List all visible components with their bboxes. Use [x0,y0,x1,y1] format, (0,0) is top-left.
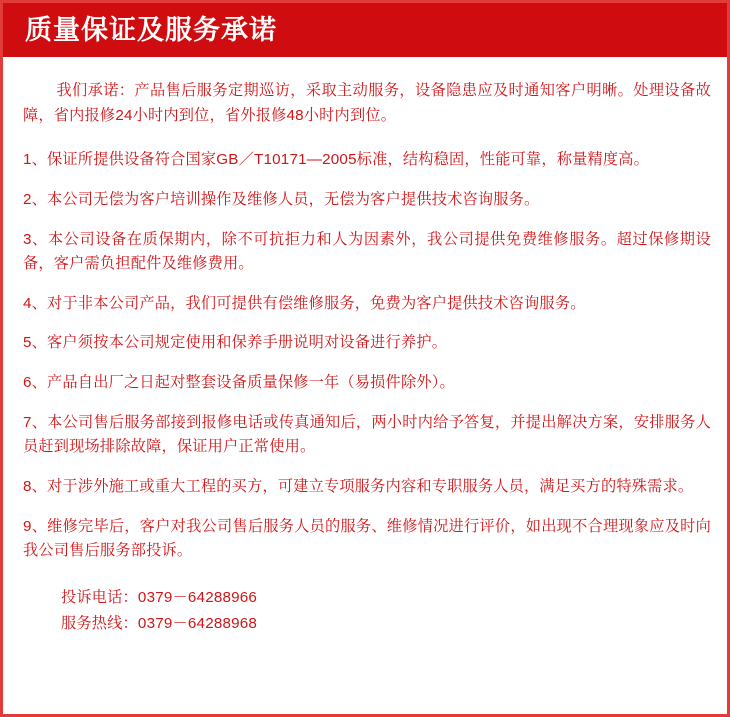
commitment-item-7: 7、本公司售后服务部接到报修电话或传真通知后，两小时内给予答复，并提出解决方案，安排服务人员赶到现场排除故障，保证用户正常使用。 [23,413,711,456]
commitment-item-9: 9、维修完毕后，客户对我公司售后服务人员的服务、维修情况进行评价，如出现不合理现象应及时向我公司售后服务部投诉。 [23,517,711,560]
commitment-item-6: 6、产品自出厂之日起对整套设备质量保修一年（易损件除外）。 [23,374,455,391]
commitment-item-5: 5、客户须按本公司规定使用和保养手册说明对设备进行养护。 [23,334,448,352]
commitment-item-2: 2、本公司无偿为客户培训操作及维修人员，无偿为客户提供技术咨询服务。 [23,190,540,208]
commitment-item-1: 1、保证所提供设备符合国家GB／T10171—2005标准，结构稳固，性能可靠，称量精度高。 [23,151,650,169]
complaint-phone-line: 投诉电话：0379－64288966 [61,588,258,606]
page-title: 质量保证及服务承诺 [25,14,277,45]
document-header-bar [3,3,727,57]
service-hotline-line: 服务热线：0379－64288968 [61,615,258,633]
contact-block [23,586,711,637]
intro-paragraph: 我们承诺：产品售后服务定期巡访，采取主动服务，设备隐患应及时通知客户明晰。处理设备故障，省内报修24小时内到位，省外报修48小时内到位。 [23,82,711,124]
commitment-item-4: 4、对于非本公司产品，我们可提供有偿维修服务，免费为客户提供技术咨询服务。 [23,294,586,312]
document-body [3,57,727,649]
commitment-item-8: 8、对于涉外施工或重大工程的买方，可建立专项服务内容和专职服务人员，满足买方的特殊需求。 [23,477,694,495]
commitment-item-3: 3、本公司设备在质保期内，除不可抗拒力和人为因素外，我公司提供免费维修服务。超过保修期设备，客户需负担配件及维修费用。 [23,230,711,273]
